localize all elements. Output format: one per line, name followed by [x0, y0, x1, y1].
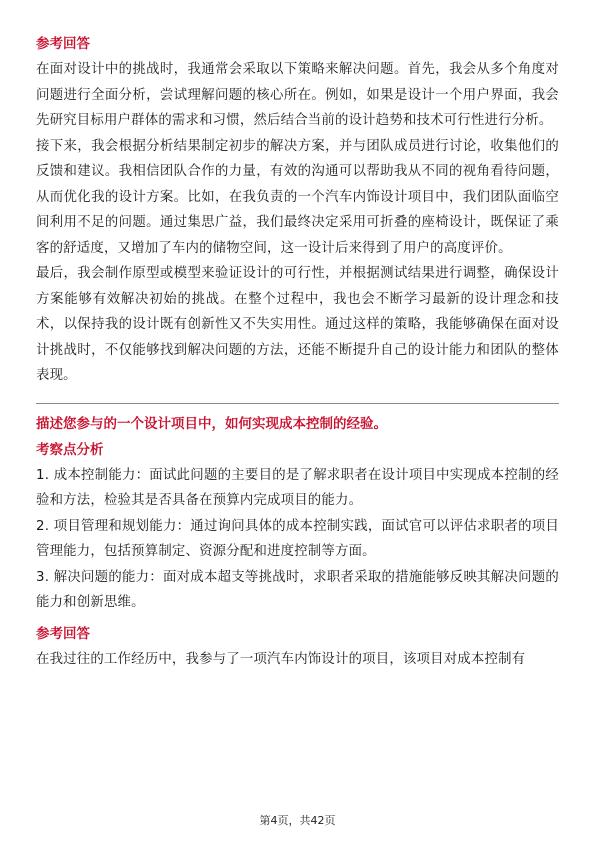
analysis-item-2: 2. 项目管理和规划能力：通过询问具体的成本控制实践，面试官可以评估求职者的项目管理能力，包括预算制定、资源分配和进度控制等方面。: [36, 518, 559, 559]
analysis-item-1: 1. 成本控制能力：面试此问题的主要目的是了解求职者在设计项目中实现成本控制的经验和方法，检验其是否具备在预算内完成项目的能力。: [36, 467, 559, 508]
reference-answer-heading: 参考回答: [36, 36, 90, 52]
analysis-item-3: 3. 解决问题的能力：面对成本超支等挑战时，求职者采取的措施能够反映其解决问题的能力和创新思维。: [36, 569, 559, 610]
question-title: 描述您参与的一个设计项目中，如何实现成本控制的经验。: [36, 415, 387, 432]
answer-paragraph-3: 最后，我会制作原型或模型来验证设计的可行性，并根据测试结果进行调整，确保设计方案能够有效解决初始的挑战。在整个过程中，我也会不断学习最新的设计理念和技术，以保持我的设计既有创新性又不失实用性。通过这样的策略，我能够确保在面对设计挑战时，不仅能够找到解决问题的方法，还能不断提升自己的设计能力和团队的整体表现。: [36, 266, 559, 383]
analysis-heading: 考察点分析: [36, 441, 104, 458]
answer-paragraph-2: 接下来，我会根据分析结果制定初步的解决方案，并与团队成员进行讨论，收集他们的反馈和建议。我相信团队合作的力量，有效的沟通可以帮助我从不同的视角看待问题，从而优化我的设计方案。比如，在我负责的一个汽车内饰设计项目中，我们团队面临空间利用不足的问题。通过集思广益，我们最终决定采用可折叠的座椅设计，既保证了乘客的舒适度，又增加了车内的储物空间，这一设计后来得到了用户的高度评价。: [36, 138, 559, 256]
section-divider: [36, 403, 559, 404]
document-page: [36, 34, 559, 672]
answer-paragraph-1: 在面对设计中的挑战时，我通常会采取以下策略来解决问题。首先，我会从多个角度对问题进行全面分析，尝试理解问题的核心所在。例如，如果是设计一个用户界面，我会先研究目标用户群体的需求和习惯，然后结合当前的设计趋势和技术可行性进行分析。: [36, 62, 559, 128]
answer-paragraph-continued: 在我过往的工作经历中，我参与了一项汽车内饰设计的项目，该项目对成本控制有: [36, 651, 526, 667]
reference-answer-section: [36, 34, 559, 389]
answer-heading: 参考回答: [36, 625, 90, 642]
page-number: 第4页，共42页: [259, 814, 336, 827]
question-section: [36, 414, 559, 673]
